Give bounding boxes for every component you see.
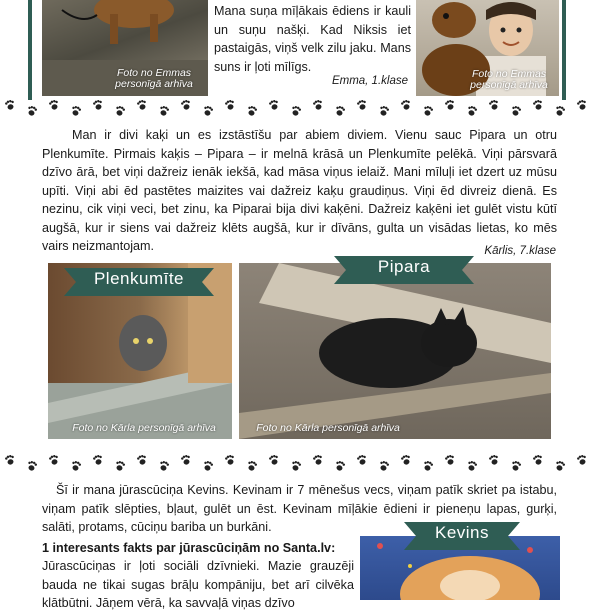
label-kevins: Kevins — [434, 523, 490, 542]
paw-print-divider — [0, 97, 600, 117]
guinea-paragraph: Šī ir mana jūrascūciņa Kevins. Kevinam ir 7 mēnešus vecs, viņam patīk skriet pa istabu, viņam patīk slēpties, bļaut, gulēt un ēst. Kevinam mīļākie ēdieni ir pieneņu lapas, gurķi, salāti, protams, cūciņu bariba un burkāni. — [42, 483, 557, 534]
fact-title: 1 interesants fakts par jūrascūciņām no Santa.lv: — [42, 541, 336, 555]
photo-credit: Foto no Kārla personīgā arhīva — [256, 422, 400, 434]
label-plenkumite: Plenkumīte — [93, 269, 185, 288]
fact-text: Jūrascūciņas ir ļoti sociāli dzīvnieki. Mazie grauzēji bauda ne tikai sugas brāļu kompāniju, bet arī cilvēka klātbūtni. Jāņem vērā, ka savvaļā viņas dzīvo — [42, 559, 354, 610]
paw-print-divider — [0, 452, 600, 472]
photo-credit: Foto no Emmas personīgā arhīva — [470, 68, 548, 91]
dog-photo-right — [416, 0, 559, 96]
frame-line-right — [562, 0, 566, 100]
author-signature: Emma, 1.klase — [331, 75, 408, 87]
cats-paragraph: Man ir divi kaķi un es izstāstīšu par abiem diviem. Vienu sauc Pipara un otru Plenkumīte. Pirmais kaķis – Pipara – ir melnā krāsā un Plenkumīte pelēkā. Viņi pārsvarā dzīvo ārā, bet viņi dažreiz ienāk iekšā, kad māsa viņus ielaiž. Mani mīluļi iet dzert uz mūsu upīti. Viņi abi ēd pastētes maizites vai dažreiz kaķu graudiņus. Viņi ēd divreiz dienā. Es nezinu, cik viņi veci, bet zinu, ka Piparai bija divi kaķēni. Dažreiz kaķēni iet gulēt vistu kūtī augšā, kur ir siens vai dažreiz klēts augšā, kur ir dīvāns, gulta un visādas lietas, ko mēs vairs neizmantojam. — [42, 128, 557, 253]
dog-photo-left — [42, 0, 208, 96]
author-signature: Kārlis, 7.klase — [484, 245, 556, 257]
photo-credit: Foto no Emmas personīgā arhīva — [115, 67, 193, 90]
frame-line-left — [28, 0, 32, 100]
dog-paragraph: Mana suņa mīļākais ēdiens ir kauli un suņu našķi. Kad Niksis iet pastaigās, viņš velk zilu jaku. Mans suns ir ļoti mīlīgs. — [214, 4, 411, 74]
photo-credit: Foto no Kārla personīgā arhīva — [72, 422, 216, 434]
label-pipara: Pipara — [377, 257, 431, 276]
